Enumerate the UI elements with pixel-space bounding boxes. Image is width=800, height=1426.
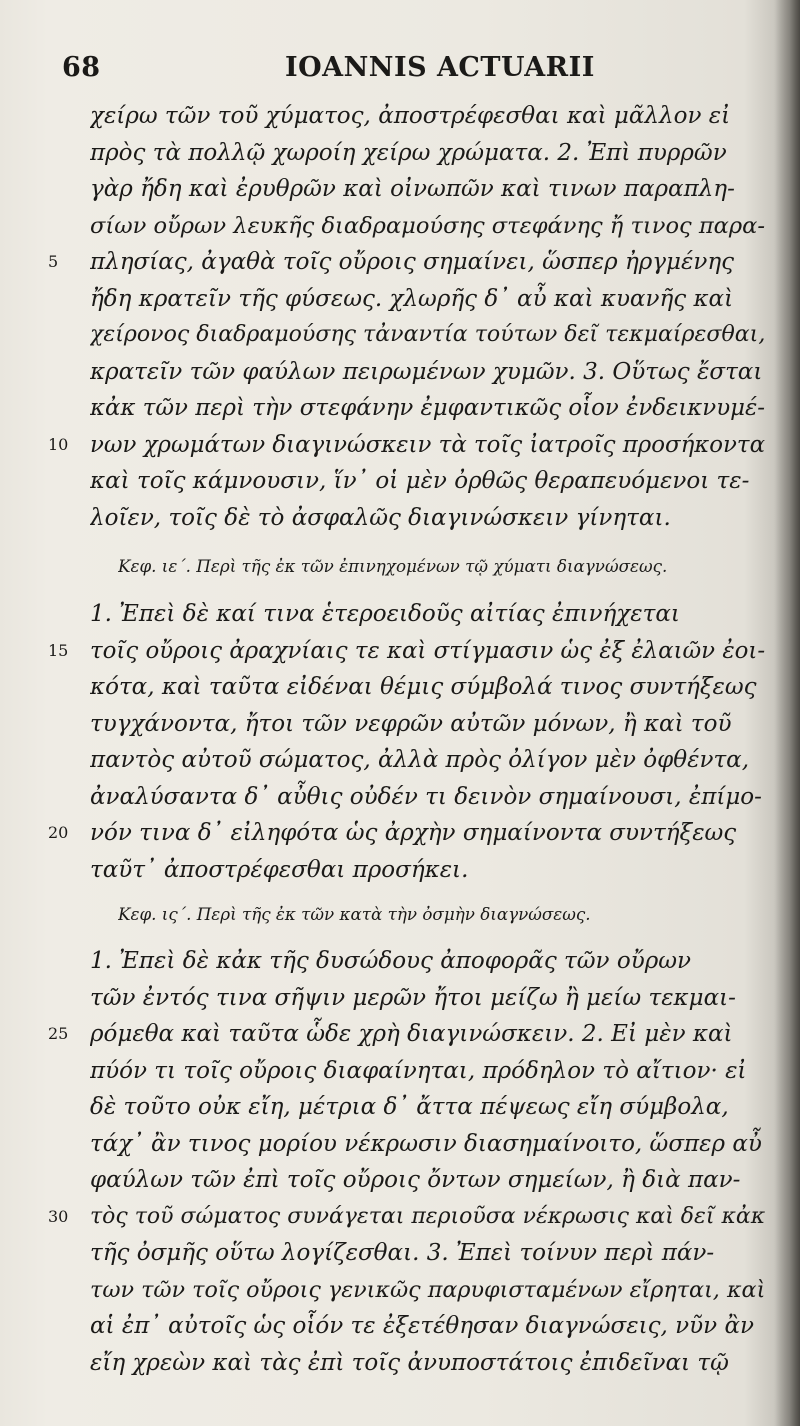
text-line: ταῦτ᾽ ἀποστρέφεσθαι προσήκει. — [90, 856, 469, 883]
text-line: δὲ τοῦτο οὐκ εἴη, μέτρια δ᾽ ἄττα πέψεως εἴη σύμβολα, — [90, 1094, 729, 1120]
text-line: αἱ ἐπ᾽ αὐτοῖς ὡς οἷόν τε ἐξετέθησαν διαγνώσεις, νῦν ἂν — [90, 1313, 754, 1339]
text-line: εἴη χρεὼν καὶ τὰς ἐπὶ τοῖς ἀνυποστάτοις ἐπιδεῖναι τῷ — [90, 1349, 729, 1376]
text-line: ρόμεθα καὶ ταῦτα ὧδε χρὴ διαγινώσκειν. 2. Εἰ μὲν καὶ — [90, 1021, 733, 1047]
page-header — [0, 52, 800, 92]
text-line: γὰρ ἤδη καὶ ἐρυθρῶν καὶ οἰνωπῶν καὶ τινων παραπλη- — [90, 176, 735, 202]
text-line: νων χρωμάτων διαγινώσκειν τὰ τοῖς ἰατροῖς προσήκοντα — [90, 431, 766, 458]
text-line: σίων οὔρων λευκῆς διαδραμούσης στεφάνης ἤ τινος παρα- — [90, 212, 765, 239]
text-line: ἤδη κρατεῖν τῆς φύσεως. χλωρῆς δ᾽ αὖ καὶ κυανῆς καὶ — [90, 285, 734, 312]
text-line: τὸς τοῦ σώματος συνάγεται περιοῦσα νέκρωσις καὶ δεῖ κἀκ — [90, 1203, 766, 1229]
line-number: 25 — [48, 1024, 69, 1043]
text-line: 1. Ἐπεὶ δὲ κἀκ τῆς δυσώδους ἀποφορᾶς τῶν οὔρων — [90, 948, 691, 974]
text-line: χείρω τῶν τοῦ χύματος, ἀποστρέφεσθαι καὶ μᾶλλον εἰ — [90, 103, 731, 129]
text-line: πρὸς τὰ πολλῷ χωροίη χείρω χρώματα. 2. Ἐπὶ πυρρῶν — [90, 139, 727, 166]
chapter-heading: Κεφ. ις΄. Περὶ τῆς ἐκ τῶν κατὰ τὴν ὀσμὴν διαγνώσεως. — [118, 904, 591, 924]
chapter-heading: Κεφ. ιε΄. Περὶ τῆς ἐκ τῶν ἐπινηχομένων τῷ χύματι διαγνώσεως. — [118, 556, 668, 576]
text-line: καὶ τοῖς κάμνουσιν, ἵν᾽ οἱ μὲν ὀρθῶς θεραπευόμενοι τε- — [90, 468, 750, 494]
line-number: 30 — [48, 1206, 69, 1226]
text-line: τοῖς οὔροις ἀραχνίαις τε καὶ στίγμασιν ὡς ἐξ ἐλαιῶν ἐοι- — [90, 637, 766, 664]
text-line: ἀναλύσαντα δ᾽ αὖθις οὐδέν τι δεινὸν σημαίνουσι, ἐπίμο- — [90, 783, 762, 810]
text-line: των τῶν τοῖς οὔροις γενικῶς παρυφισταμένων εἴρηται, καὶ — [90, 1276, 766, 1303]
text-line: τάχ᾽ ἂν τινος μορίου νέκρωσιν διασημαίνοιτο, ὥσπερ αὖ — [90, 1130, 762, 1157]
text-line: κἀκ τῶν περὶ τὴν στεφάνην ἐμφαντικῶς οἷον ἐνδεικνυμέ- — [90, 395, 765, 421]
text-line: κρατεῖν τῶν φαύλων πειρωμένων χυμῶν. 3. Οὕτως ἔσται — [90, 358, 763, 385]
text-line: πύόν τι τοῖς οὔροις διαφαίνηται, πρόδηλον τὸ αἴτιον· εἰ — [90, 1057, 747, 1084]
running-title: IOANNIS ACTUARII — [285, 52, 595, 83]
text-line: πλησίας, ἀγαθὰ τοῖς οὔροις σημαίνει, ὥσπερ ἠργμένης — [90, 249, 735, 275]
text-line: φαύλων τῶν ἐπὶ τοῖς οὔροις ὄντων σημείων, ἢ διὰ παν- — [90, 1167, 741, 1193]
text-line: τῶν ἐντός τινα σῆψιν μερῶν ἤτοι μείζω ἢ μείω τεκμαι- — [90, 984, 736, 1011]
page-number: 68 — [62, 52, 101, 83]
page-edge-shadow — [774, 0, 800, 1426]
text-line: παντὸς αὐτοῦ σώματος, ἀλλὰ πρὸς ὀλίγον μὲν ὀφθέντα, — [90, 747, 750, 773]
text-line: 1. Ἐπεὶ δὲ καί τινα ἑτεροειδοῦς αἰτίας ἐπινήχεται — [90, 601, 680, 627]
line-number: 20 — [48, 823, 69, 842]
text-line: λοῖεν, τοῖς δὲ τὸ ἀσφαλῶς διαγινώσκειν γίνηται. — [90, 504, 671, 531]
text-line: τῆς ὀσμῆς οὕτω λογίζεσθαι. 3. Ἐπεὶ τοίνυν περὶ πάν- — [90, 1240, 715, 1266]
line-number: 15 — [48, 640, 69, 660]
line-number: 10 — [48, 434, 69, 454]
text-line: τυγχάνοντα, ἤτοι τῶν νεφρῶν αὐτῶν μόνων, ἢ καὶ τοῦ — [90, 710, 732, 737]
text-line: χείρονος διαδραμούσης τἀναντία τούτων δεῖ τεκμαίρεσθαι, — [90, 322, 766, 347]
text-line: κότα, καὶ ταῦτα εἰδέναι θέμις σύμβολά τινος συντήξεως — [90, 674, 757, 700]
line-number: 5 — [48, 252, 59, 271]
text-line: νόν τινα δ᾽ εἰληφότα ὡς ἀρχὴν σημαίνοντα συντήξεως — [90, 820, 737, 846]
